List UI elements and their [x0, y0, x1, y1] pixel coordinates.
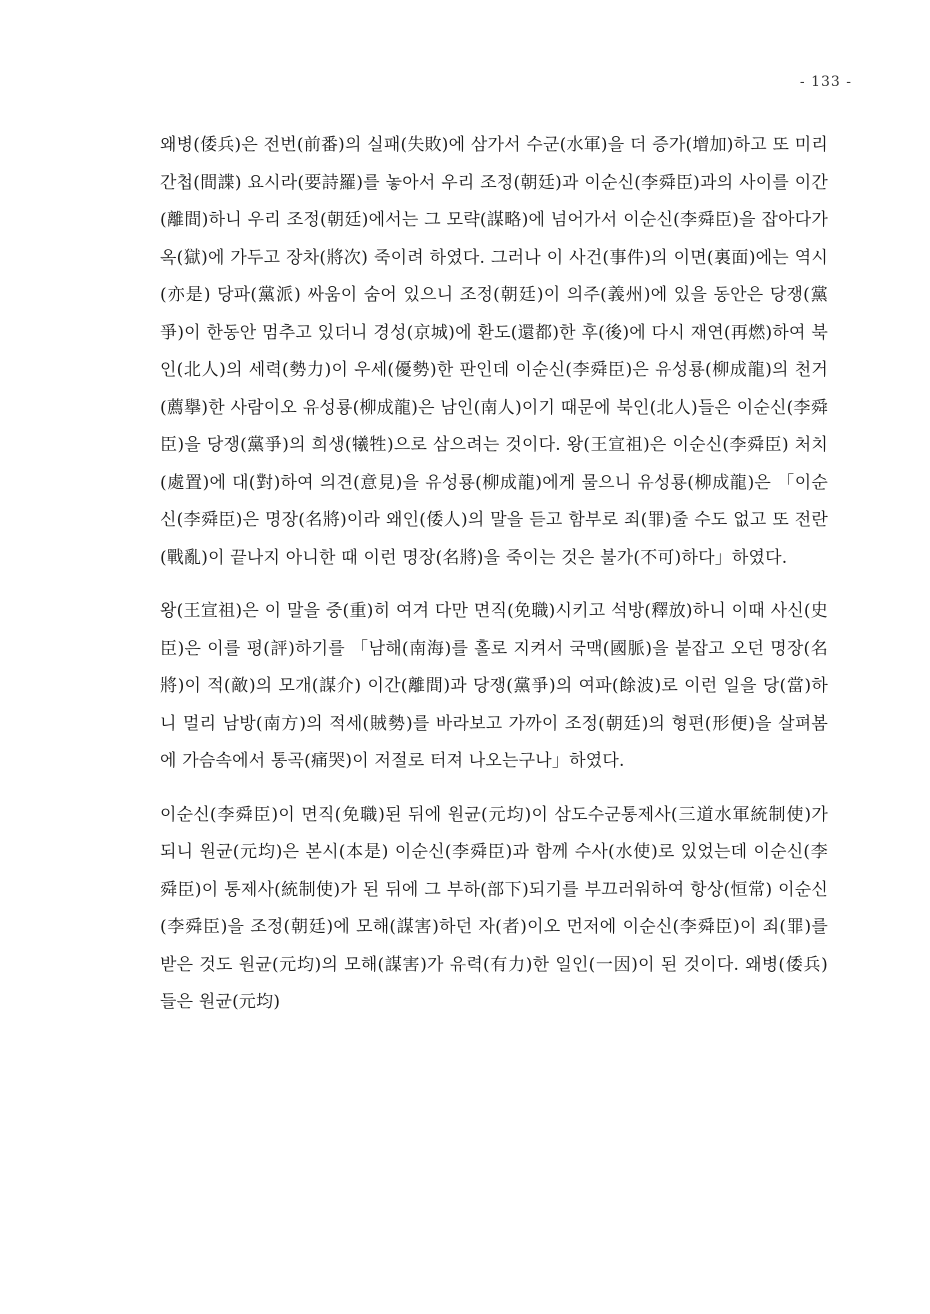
- paragraph-historian-commentary: 왕(王宣祖)은 이 말을 중(重)히 여겨 다만 면직(免職)시키고 석방(釋放)하니 이때 사신(史臣)은 이를 평(評)하기를 「남해(南海)를 홀로 지켜서 국맥(國脈)을 붙잡고 오던 명장(名將)이 적(敵)의 모개(謀介) 이간(離間)과 당쟁(黨爭)의 여파(餘波)로 이런 일을 당(當)하니 멀리 남방(南方)의 적세(賊勢)를 바라보고 가까이 조정(朝廷)의 형편(形便)을 살펴봄에 가슴속에서 통곡(痛哭)이 저절로 터져 나오는구나」하였다.: [160, 601, 828, 771]
- paragraph-yi-sun-sin-imprisonment: 왜병(倭兵)은 전번(前番)의 실패(失敗)에 삼가서 수군(水軍)을 더 증가(增加)하고 또 미리 간첩(間諜) 요시라(要詩羅)를 놓아서 우리 조정(朝廷)과 이순신(李舜臣)과의 사이를 이간(離間)하니 우리 조정(朝廷)에서는 그 모략(謀略)에 넘어가서 이순신(李舜臣)을 잡아다가 옥(獄)에 가두고 장차(將次) 죽이려 하였다. 그러나 이 사건(事件)의 이면(裏面)에는 역시(亦是) 당파(黨派) 싸움이 숨어 있으니 조정(朝廷)이 의주(義州)에 있을 동안은 당쟁(黨爭)이 한동안 멈추고 있더니 경성(京城)에 환도(還都)한 후(後)에 다시 재연(再燃)하여 북인(北人)의 세력(勢力)이 우세(優勢)한 판인데 이순신(李舜臣)은 유성룡(柳成龍)의 천거(薦擧)한 사람이오 유성룡(柳成龍)은 남인(南人)이기 때문에 북인(北人)들은 이순신(李舜臣)을 당쟁(黨爭)의 희생(犧牲)으로 삼으려는 것이다. 왕(王宣祖)은 이순신(李舜臣) 처치(處置)에 대(對)하여 의견(意見)을 유성룡(柳成龍)에게 물으니 유성룡(柳成龍)은 「이순신(李舜臣)은 명장(名將)이라 왜인(倭人)의 말을 듣고 함부로 죄(罪)줄 수도 없고 또 전란(戰亂)이 끝나지 아니한 때 이런 명장(名將)을 죽이는 것은 불가(不可)하다」하였다.: [160, 135, 828, 568]
- page-number: - 133 -: [799, 74, 852, 90]
- body-text: [160, 127, 828, 1022]
- paragraph-won-gyun-appointment: 이순신(李舜臣)이 면직(免職)된 뒤에 원균(元均)이 삼도수군통제사(三道水軍統制使)가 되니 원균(元均)은 본시(本是) 이순신(李舜臣)과 함께 수사(水使)로 있었는데 이순신(李舜臣)이 통제사(統制使)가 된 뒤에 그 부하(部下)되기를 부끄러워하여 항상(恒常) 이순신(李舜臣)을 조정(朝廷)에 모해(謀害)하던 자(者)이오 먼저에 이순신(李舜臣)이 죄(罪)를 받은 것도 원균(元均)의 모해(謀害)가 유력(有力)한 일인(一因)이 된 것이다. 왜병(倭兵)들은 원균(元均): [160, 804, 828, 1012]
